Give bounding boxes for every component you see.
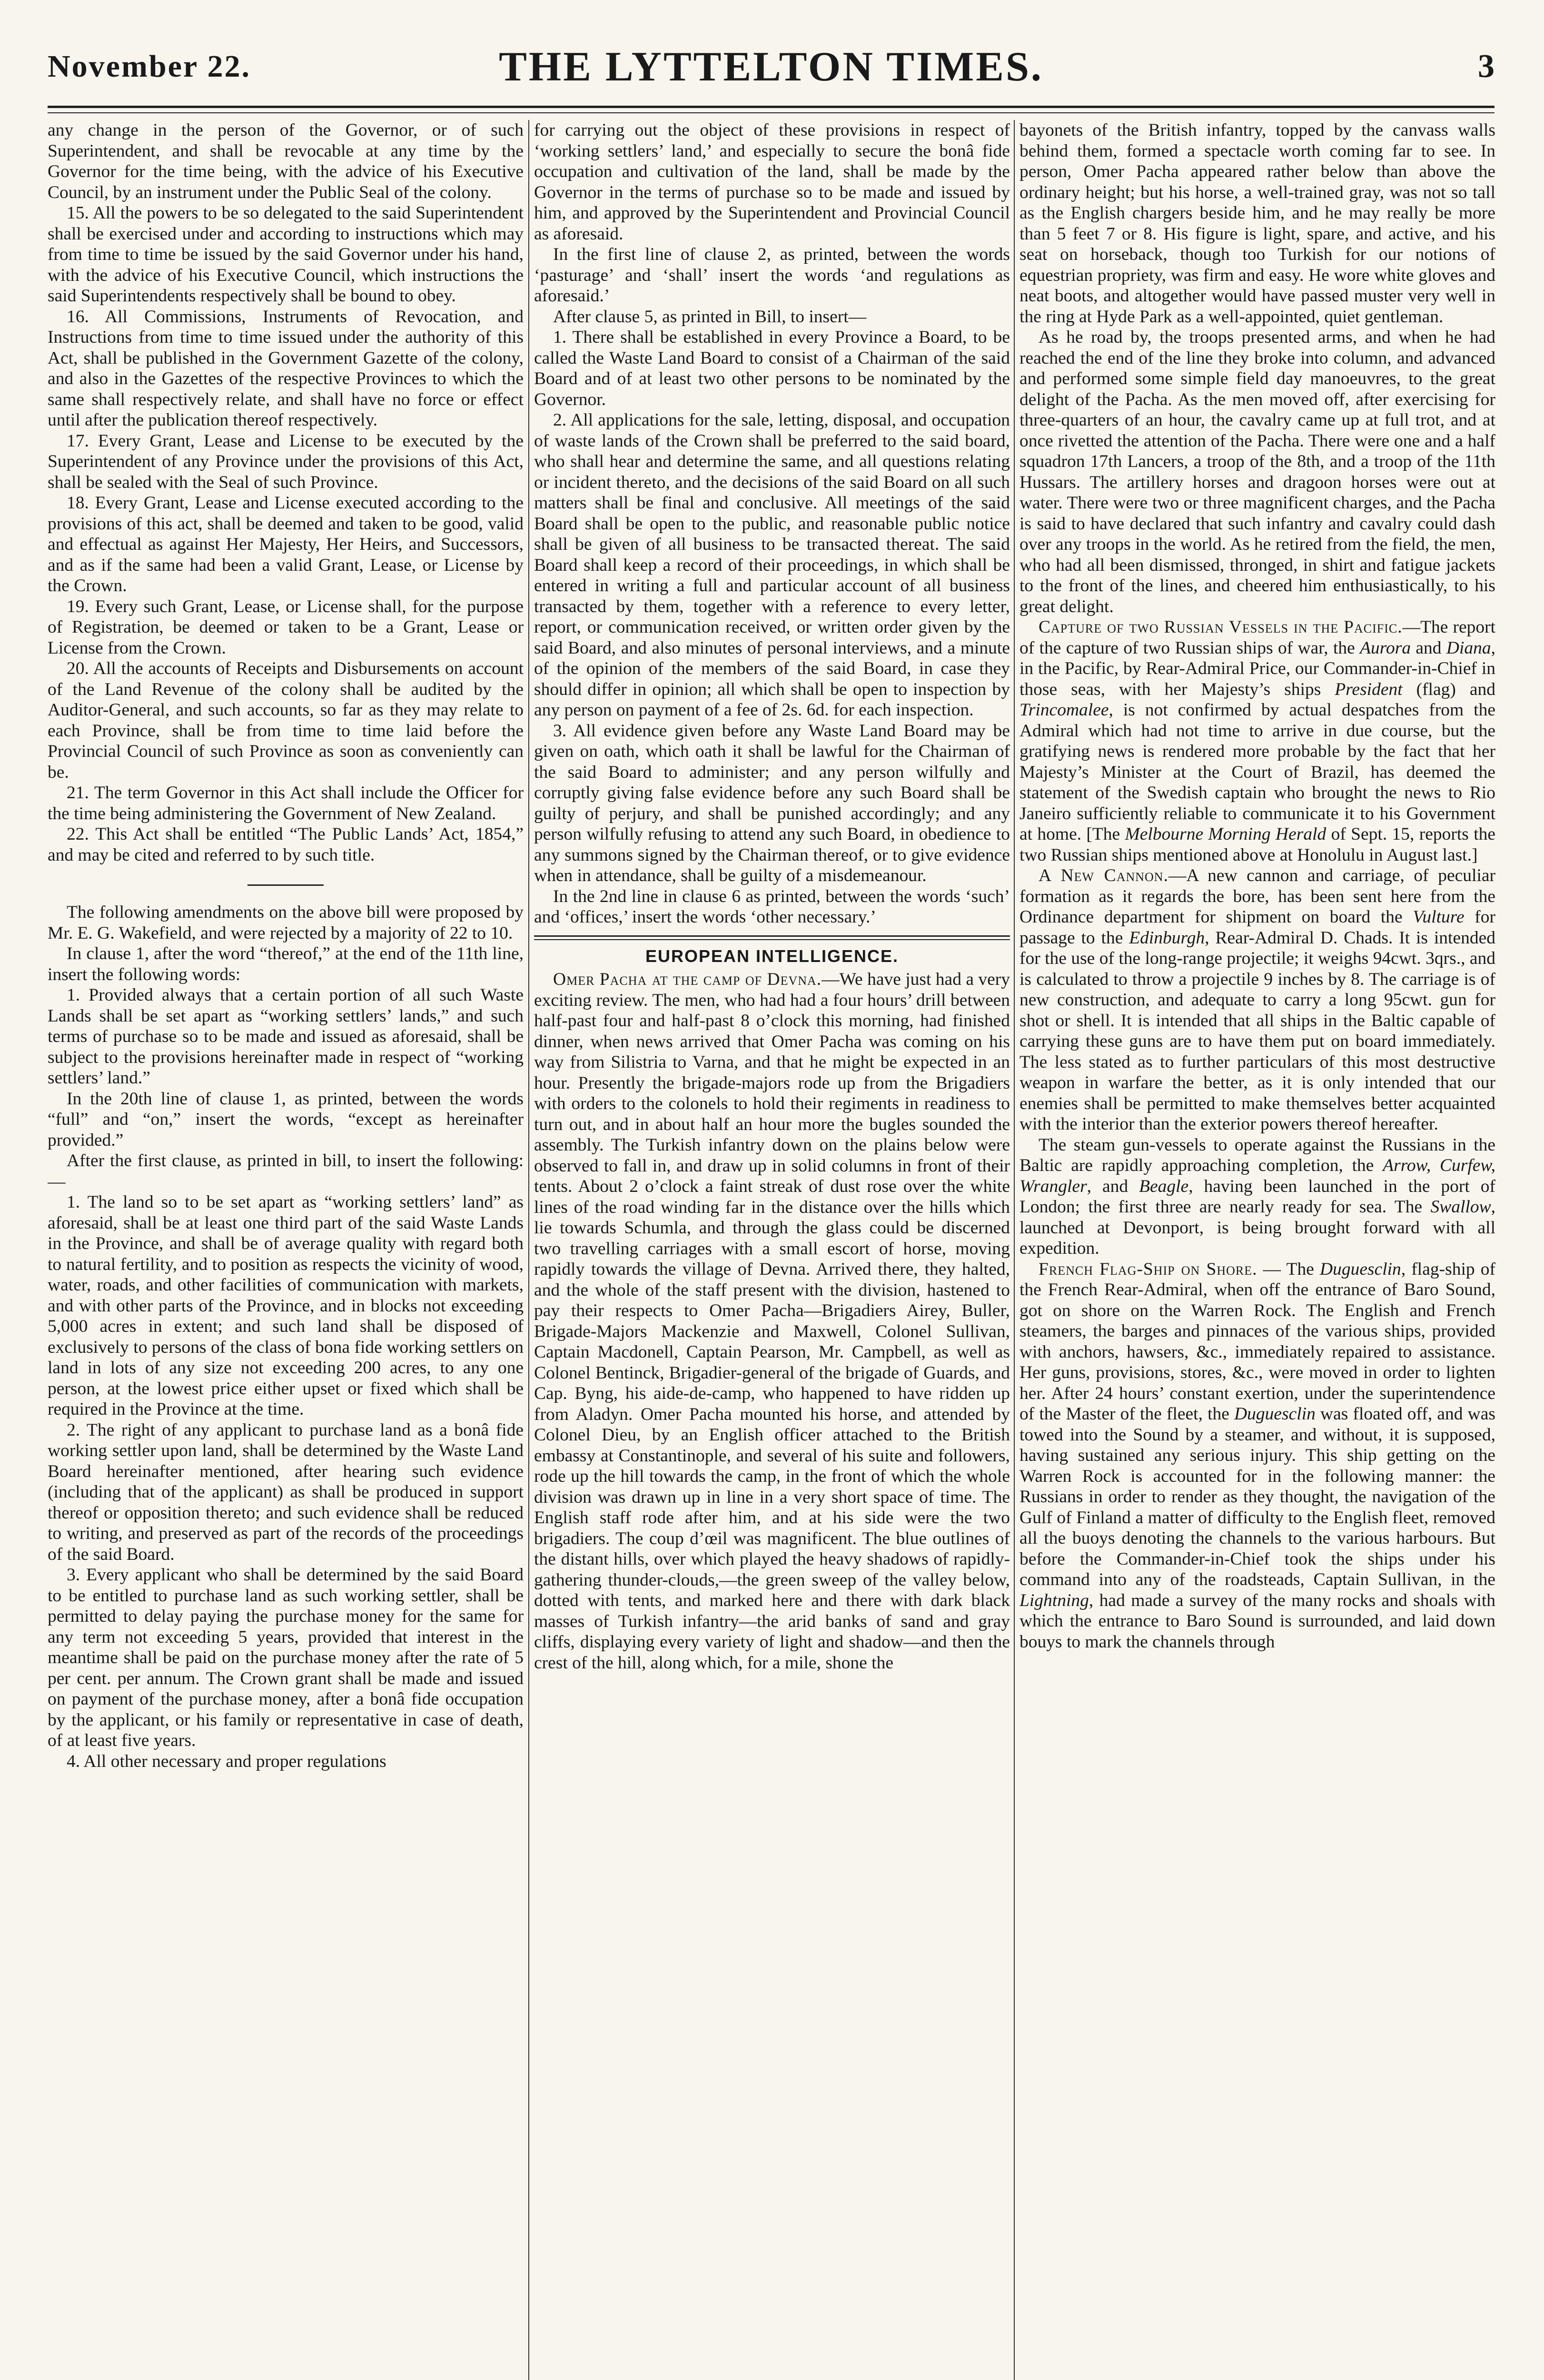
paragraph: any change in the person of the Governor, or of such Superintendent, and shall be revocable at any time by the Governor for the time being, with the advice of his Executive Council, by an instrument under the Public Seal of the colony. xyxy=(48,120,524,202)
paragraph: 1. The land so to be set apart as “working settlers’ land” as aforesaid, shall be at least one third part of the said Waste Lands in the Province, and shall be of average quality with regard both to natural fertility, and to position as respects the vicinity of wood, water, roads, and other facilities of communication with markets, and with other parts of the Province, and in blocks not exceeding 5,000 acres in extent; and such land shall be disposed of exclusively to persons of the class of bona fide working settlers on land in lots of any size not exceeding 200 acres, to any one person, at the lowest price either upset or fixed which shall be required in the Province at the time. xyxy=(48,1192,524,1419)
ship-name: Duguesclin xyxy=(1234,1404,1316,1424)
page-number: 3 xyxy=(1478,48,1495,85)
text-run: , having been launched in the port of London; the first three are nearly ready for sea. The xyxy=(1019,1176,1495,1217)
text-run: , flag-ship of the French Rear-Admiral, when off the entrance of Baro Sound, got on shore on the Warren Rock. The English and French steamers, the barges and pinnaces of the various ships, provided with anchors, hawsers, &c., immediately repaired to assistance. Her guns, provisions, stores, &c., were moved in order to lighten her. After 24 hours’ constant exertion, under the superintendence of the Master of the fleet, the xyxy=(1019,1259,1495,1424)
issue-date: November 22. xyxy=(48,49,251,84)
paragraph: 4. All other necessary and proper regulations xyxy=(67,1751,386,1771)
column-divider xyxy=(1014,120,1015,2380)
paragraph: 21. The term Governor in this Act shall include the Officer for the time being administering the Government of New Zealand. xyxy=(48,783,524,823)
ship-name: President xyxy=(1335,679,1403,699)
article-paragraph xyxy=(1019,1259,1495,1653)
paragraph: 15. All the powers to be so delegated to the said Superintendent shall be exercised under and according to instructions which may from time to time be issued by the said Governor under his hand, with the advice of his Executive Council, which instructions the said Superintendents respectively shall be bound to obey. xyxy=(48,203,524,306)
paragraph: 1. There shall be established in every Province a Board, to be called the Waste Land Board to consist of a Chairman of the said Board and of at least two other persons to be nominated by the Governor. xyxy=(534,327,1010,409)
text-run: was floated off, and was towed into the Sound by a steamer, and without, it is supposed, having sustained any serious injury. This ship getting on the Warren Rock is accounted for in the following manner: the Russians in order to render as they thought, the navigation of the Gulf of Finland a matter of difficulty to the English fleet, removed all the buoys denoting the channels to the various harbours. But before the Commander-in-Chief took the ships under his command into any of the roadsteads, Captain Sullivan, in the xyxy=(1019,1404,1495,1589)
text-run: for passage to the xyxy=(1019,907,1495,948)
paragraph: 17. Every Grant, Lease and License to be executed by the Superintendent of any Province under the provisions of this Act, shall be sealed with the Seal of such Province. xyxy=(48,431,524,492)
ship-name: Swallow xyxy=(1430,1197,1491,1217)
paragraph: 3. Every applicant who shall be determined by the said Board to be entitled to purchase land as such working settler, shall be permitted to delay paying the purchase money for the same for any term not exceeding 5 years, provided that interest in the meantime shall be paid on the purchase money after the rate of 5 per cent. per annum. The Crown grant shall be made and issued on payment of the purchase money, after a bonâ fide occupation by the applicant, or his family or representative in case of death, of at least five years. xyxy=(48,1565,524,1750)
paragraph: In the 20th line of clause 1, as printed, between the words “full” and “on,” insert the words, “except as hereinafter provided.” xyxy=(48,1089,524,1150)
text-run: The steam gun-vessels to operate against the Russians in the Baltic are rapidly approaching completion, the xyxy=(1019,1135,1495,1175)
paragraph: 20. All the accounts of Receipts and Disbursements on account of the Land Revenue of the colony shall be audited by the Auditor-General, and such accounts, so far as they may relate to each Province, shall be from time to time laid before the Provincial Council of such Province as soon as conveniently can be. xyxy=(48,659,524,782)
ship-name: Trincomalee xyxy=(1019,700,1109,720)
text-run: , had made a survey of the many rocks and shoals with which the entrance to Baro Sound is surrounded, and laid down bouys to mark the channels through xyxy=(1019,1590,1495,1652)
paragraph: In clause 1, after the word “thereof,” at the end of the 11th line, insert the following words: xyxy=(48,944,524,984)
paragraph: 19. Every such Grant, Lease, or License shall, for the purpose of Registration, be deemed or taken to be a Grant, Lease or License from the Crown. xyxy=(48,596,524,658)
paragraph: After the first clause, as printed in bill, to insert the following:— xyxy=(48,1151,524,1191)
ship-name: Duguesclin xyxy=(1320,1259,1401,1279)
ship-name: Edinburgh xyxy=(1129,928,1205,948)
article-heading: French Flag-Ship on Shore. xyxy=(1039,1259,1257,1279)
ship-name: Arrow, Curfew, Wrangler xyxy=(1019,1156,1495,1196)
ship-name: Beagle xyxy=(1139,1176,1189,1196)
paragraph: bayonets of the British infantry, topped by the canvass walls behind them, formed a spectacle worth coming far to see. In person, Omer Pacha appeared rather below than above the ordinary height; but his horse, a well-trained gray, was not so tall as the English chargers beside him, and he may really be more than 5 feet 7 or 8. His figure is light, spare, and active, and his seat on horseback, though too Turkish for our notions of equestrian propriety, was firm and easy. He wore white gloves and neat boots, and altogether would have passed muster very well in the ring at Hyde Park as a well-appointed, quiet gentleman. xyxy=(1019,120,1495,327)
paragraph: 2. The right of any applicant to purchase land as a bonâ fide working settler upon land, shall be determined by the Waste Land Board hereinafter mentioned, after hearing such evidence (including that of the applicant) as shall be produced in support thereof or opposition thereto; and such evidence shall be reduced to writing, and preserved as part of the records of the proceedings of the said Board. xyxy=(48,1420,524,1564)
article-paragraph xyxy=(534,969,1010,1673)
text-run: — The xyxy=(1257,1259,1320,1279)
section-heading: EUROPEAN INTELLIGENCE. xyxy=(645,946,899,966)
article-heading: A New Cannon. xyxy=(1039,866,1168,885)
paragraph: In the 2nd line in clause 6 as printed, between the words ‘such’ and ‘offices,’ insert the words ‘other necessary.’ xyxy=(534,886,1010,927)
ship-name: Diana xyxy=(1446,638,1491,658)
ship-name: Vulture xyxy=(1413,907,1465,927)
article-heading: Capture of two Russian Vessels in the Pacific. xyxy=(1039,617,1403,637)
text-run: , launched at Devonport, is being brought forward with all expedition. xyxy=(1019,1197,1495,1258)
section-separator xyxy=(247,884,324,886)
paragraph: 3. All evidence given before any Waste Land Board may be given on oath, which oath it shall be lawful for the Chairman of the said Board to administer; and any person wilfully and corruptly giving false evidence before any such Board shall be guilty of perjury, and shall be punished accordingly; and any person wilfully refusing to attend any such Board, in obedience to any summons signed by the Chairman thereof, or to give evidence when in attendance, shall be guilty of a misdemeanour. xyxy=(534,721,1010,885)
text-run: —The report of the capture of two Russian ships of war, the xyxy=(1019,617,1495,658)
ship-name: Aurora xyxy=(1360,638,1411,658)
text-run: of Sept. 15, reports the two Russian ships mentioned above at Honolulu in August last.] xyxy=(1019,824,1495,865)
paragraph: 16. All Commissions, Instruments of Revocation, and Instructions from time to time issued under the authority of this Act, shall be published in the Government Gazette of the colony, and also in the Gazettes of the respective Provinces to which the same shall respectively relate, and shall have no force or effect until after the publication thereof respectively. xyxy=(48,307,524,430)
text-run: , in the Pacific, by Rear-Admiral Price, our Commander-in-Chief in those seas, with her Majesty’s ships xyxy=(1019,638,1495,699)
text-run: —A new cannon and carriage, of peculiar formation as it regards the bore, has been sent here from the Ordinance department for shipment on board the xyxy=(1019,866,1495,927)
text-run: (flag) and xyxy=(1402,679,1495,699)
newspaper-name: Melbourne Morning Herald xyxy=(1125,824,1326,844)
section-separator xyxy=(534,935,1010,940)
article-text: —We have just had a very exciting review. The men, who had had a four hours’ drill between half-past four and half-past 8 o’clock this morning, had finished dinner, when news arrived that Omer Pacha was coming on his way from Silistria to Varna, and that he might be expected in an hour. Presently the brigade-majors rode up from the Brigadiers with orders to the colonels to hold their regiments in readiness to turn out, and in about half an hour more the bugles sounded the assembly. The Turkish infantry down on the plains below were observed to fall in, and draw up in solid columns in front of their tents. About 2 o’clock a faint streak of dust rose over the white lines of the road winding far in the distance over the hills which lie towards Schumla, and through the glass could be discerned two travelling carriages with a small escort of horse, moving rapidly towards the village of Devna. Arrived there, they halted, and the whole of the staff present with the division, hastened to pay their respects to Omer Pacha—Brigadiers Airey, Buller, Brigade-Majors Mackenzie and Maxwell, Colonel Sullivan, Captain Macdonell, Captain Pearson, Mr. Campbell, as well as Colonel Bentinck, Brigadier-general of the brigade of Guards, and Cap. Byng, his aide-de-camp, who happened to have ridden up from Aladyn. Omer Pacha mounted his horse, and attended by Colonel Dieu, by an English officer attached to the British embassy at Constantinople, and several of his suite and followers, rode up the hill towards the camp, in the front of which the whole division was drawn up in line in a very short space of time. The English staff rode after him, and at his side were the two brigadiers. The coup d’œil was magnificent. The blue outlines of the distant hills, over which played the heavy shadows of rapidly-gathering thunder-clouds,—the green sweep of the valley below, dotted with tents, and marked here and there with dark black masses of Turkish infantry—the arid banks of sand and gray cliffs, displaying every variety of light and shadow—and then the crest of the hill, along which, for a mile, shone the xyxy=(534,970,1010,1673)
ship-name: Lightning xyxy=(1019,1590,1089,1610)
text-run: , Rear-Admiral D. Chads. It is intended for the use of the long-range projectile; it weighs 94cwt. 3qrs., and is calculated to throw a projectile 9 inches by 8. The carriage is of new construction, and adequate to carry a long 95cwt. gun for shot or shell. It is intended that all ships in the Baltic capable of carrying these guns are to have them put on board immediately. The less stated as to further particulars of this most destructive weapon in warfare the better, as it is only intended that our enemies shall be permitted to make themselves better acquainted with the interior than the exterior powers thereof hereafter. xyxy=(1019,928,1495,1134)
paragraph: 1. Provided always that a certain portion of all such Waste Lands shall be set apart as “working settlers’ lands,” and such terms of purchase so to be made and issued as aforesaid, shall be subject to the provisions hereinafter made in respect of “working settlers’ land.” xyxy=(48,985,524,1088)
column-3 xyxy=(1019,120,1495,2380)
paragraph: After clause 5, as printed in Bill, to insert— xyxy=(553,307,867,327)
column-2 xyxy=(534,120,1010,2380)
paragraph: 22. This Act shall be entitled “The Public Lands’ Act, 1854,” and may be cited and referred to by such title. xyxy=(48,824,524,865)
paragraph: In the first line of clause 2, as printed, between the words ‘pasturage’ and ‘shall’ insert the words ‘and regulations as aforesaid.’ xyxy=(534,245,1010,306)
masthead xyxy=(48,43,1495,100)
article-heading: Omer Pacha at the camp of Devna. xyxy=(553,970,822,989)
paragraph: 2. All applications for the sale, letting, disposal, and occupation of waste lands of the Crown shall be preferred to the said board, who shall hear and determine the same, and all questions relating or incident thereto, and the decisions of the said Board on all such matters shall be final and conclusive. All meetings of the said Board shall be open to the public, and reasonable public notice shall be given of all business to be transacted thereat. The said Board shall keep a record of their proceedings, in which shall be entered in writing a full and particular account of all business transacted by them, together with a reference to every letter, report, or communication received, or written order given by the said Board, and also minutes of personal interviews, and a minute of the opinion of the members of the said Board, in case they should differ in opinion; all which shall be open to inspection by any person on payment of a fee of 2s. 6d. for each inspection. xyxy=(534,410,1010,720)
text-run: , and xyxy=(1087,1176,1139,1196)
column-divider xyxy=(528,120,529,2380)
article-paragraph xyxy=(1019,1135,1495,1259)
paragraph: 18. Every Grant, Lease and License executed according to the provisions of this act, shall be deemed and taken to be good, valid and effectual as against Her Majesty, Her Heirs, and Successors, and as if the same had been a valid Grant, Lease, or License by the Crown. xyxy=(48,493,524,595)
paragraph: for carrying out the object of these provisions in respect of ‘working settlers’ land,’ and especially to secure the bonâ fide occupation and cultivation of the land, shall be made by the Governor in the terms of purchase so to be made and issued by him, and approved by the Superintendent and Provincial Council as aforesaid. xyxy=(534,120,1010,244)
article-paragraph xyxy=(1019,865,1495,1135)
masthead-rule xyxy=(48,106,1495,108)
paragraph: As he road by, the troops presented arms, and when he had reached the end of the line they broke into column, and advanced and performed some simple field day manoeuvres, to the great delight of the Pacha. As the men moved off, after exercising for three-quarters of an hour, the cavalry came up at full trot, and at once rivetted the attention of the Pacha. There were one and a half squadron 17th Lancers, a troop of the 8th, and a troop of the 11th Hussars. The artillery horses and dragoon horses were out at water. There were two or three magnificent charges, and the Pacha is said to have declared that such infantry and cavalry could dash over any troops in the world. As he retired from the field, the men, who had all been dismissed, thronged, in shirt and fatigue jackets to the front of the lines, and cheered him enthusiastically, to his great delight. xyxy=(1019,327,1495,616)
paragraph: The following amendments on the above bill were proposed by Mr. E. G. Wakefield, and were rejected by a majority of 22 to 10. xyxy=(48,902,524,943)
masthead-rule-thin xyxy=(48,112,1495,113)
newspaper-title: THE LYTTELTON TIMES. xyxy=(499,44,1043,90)
text-run: , is not confirmed by actual despatches from the Admiral which had not time to arrive in due course, but the gratifying news is rendered more probable by the fact that her Majesty’s Minister at the Court of Brazil, has deemed the statement of the Swedish captain who brought the news to Rio Janeiro sufficiently reliable to communicate it to his Government at home. [The xyxy=(1019,700,1495,844)
article-paragraph xyxy=(1019,617,1495,865)
text-run: and xyxy=(1411,638,1446,658)
column-1 xyxy=(48,120,524,2380)
